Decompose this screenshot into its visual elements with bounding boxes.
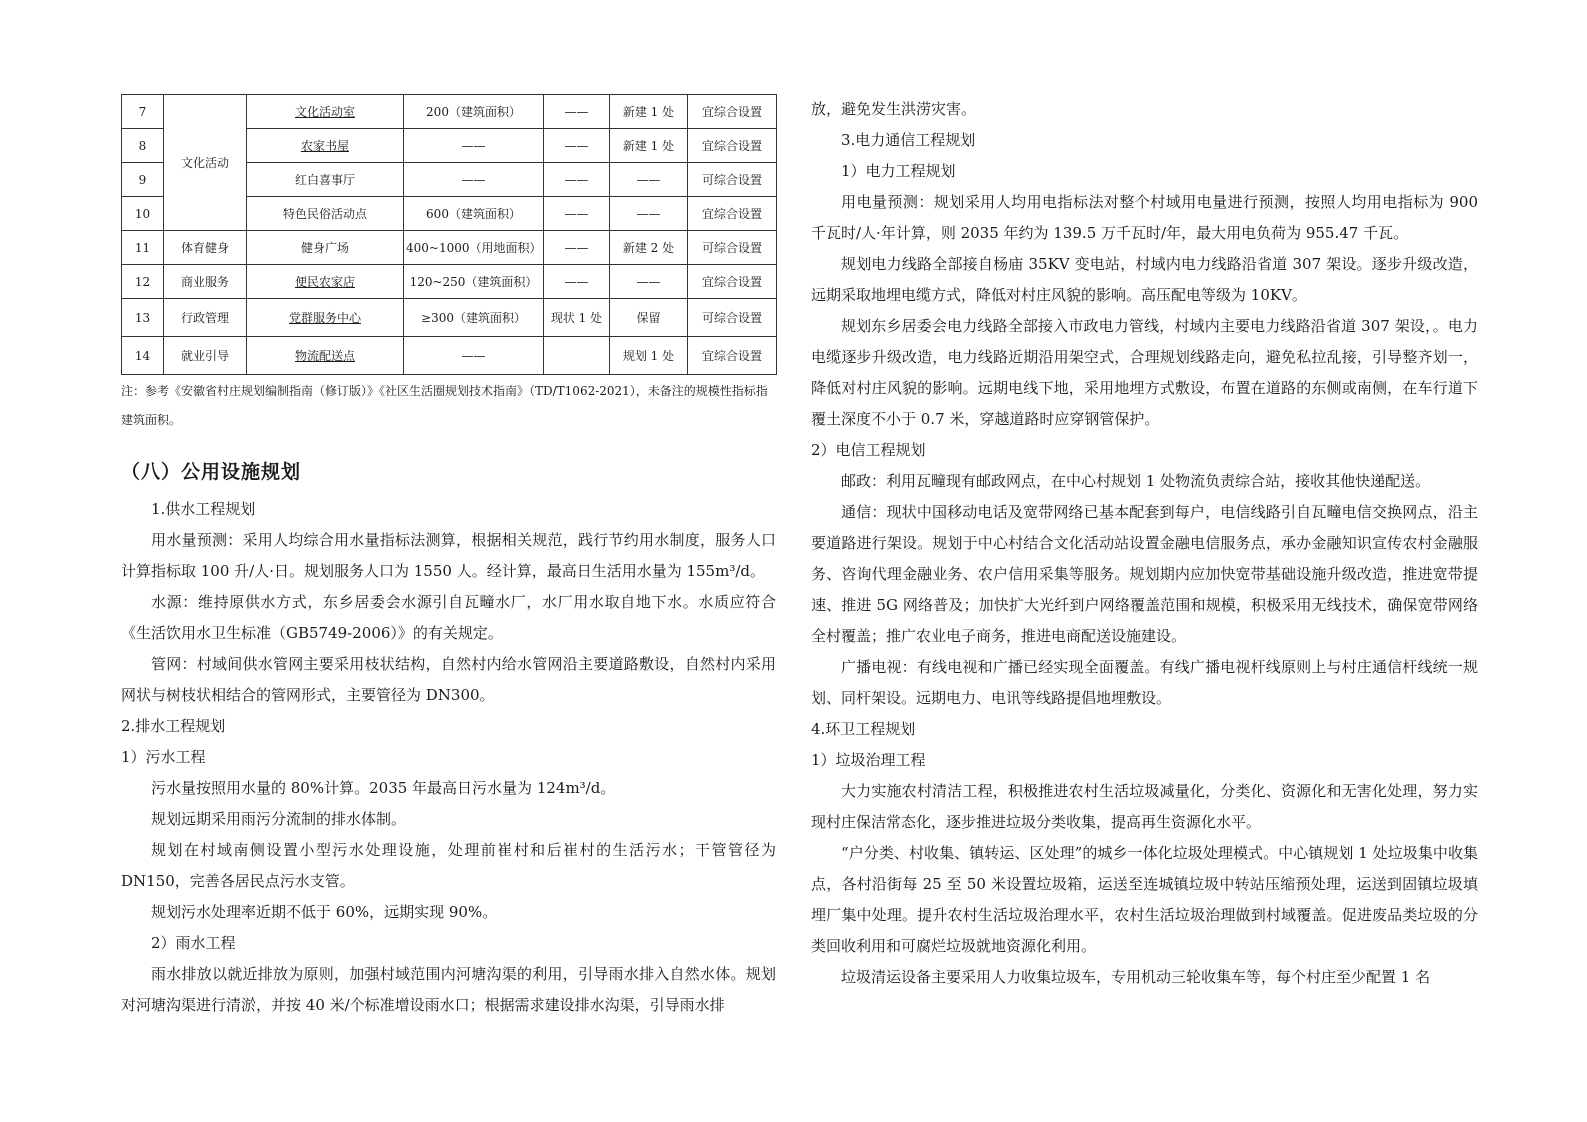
paragraph: 规划电力线路全部接自杨庙 35KV 变电站，村域内电力线路沿省道 307 架设。逐步升级改造，远期采取地埋电缆方式，降低对村庄风貌的影响。高压配电等级为 10KV。 [811, 255, 1478, 304]
paragraph: 管网：村域间供水管网主要采用枝状结构，自然村内给水管网沿主要道路敷设，自然村内采用网状与树枝状相结合的管网形式，主要管径为 DN300。 [121, 655, 776, 704]
sub-heading: 1）污水工程 [121, 748, 206, 766]
scale-cell: —— [404, 163, 544, 197]
paragraph: 规划污水处理率近期不低于 60%，远期实现 90%。 [151, 903, 498, 921]
row-number: 13 [122, 299, 164, 337]
facility-name: 文化活动室 [247, 95, 404, 129]
category-cell: 行政管理 [164, 299, 247, 337]
scale-cell: 200（建筑面积） [404, 95, 544, 129]
status-cell: —— [544, 129, 610, 163]
scale-cell: 600（建筑面积） [404, 197, 544, 231]
row-number: 12 [122, 265, 164, 299]
scale-cell: 400~1000（用地面积） [404, 231, 544, 265]
facility-name: 便民农家店 [247, 265, 404, 299]
paragraph: 放，避免发生洪涝灾害。 [811, 100, 977, 118]
facility-name: 党群服务中心 [247, 299, 404, 337]
paragraph: 垃圾清运设备主要采用人力收集垃圾车，专用机动三轮收集车等，每个村庄至少配置 1 名 [841, 968, 1431, 986]
table-row [122, 299, 777, 337]
mode-cell: 可综合设置 [688, 231, 777, 265]
mode-cell: 宜综合设置 [688, 337, 777, 375]
paragraph: 用水量预测：采用人均综合用水量指标法测算，根据相关规范，践行节约用水制度，服务人口计算指标取 100 升/人·日。规划服务人口为 1550 人。经计算，最高日生活用水量为 155m³/d。 [121, 531, 776, 580]
row-number: 7 [122, 95, 164, 129]
paragraph: 广播电视：有线电视和广播已经实现全面覆盖。有线广播电视杆线原则上与村庄通信杆线统一规划、同杆架设。远期电力、电讯等线路提倡地埋敷设。 [811, 658, 1478, 707]
status-cell: —— [544, 231, 610, 265]
plan-cell: 规划 1 处 [610, 337, 688, 375]
sub-heading: 1）垃圾治理工程 [811, 751, 926, 769]
facility-name: 红白喜事厅 [247, 163, 404, 197]
subsection-title: 1.供水工程规划 [151, 500, 256, 518]
plan-cell: 新建 1 处 [610, 95, 688, 129]
paragraph: “户分类、村收集、镇转运、区处理”的城乡一体化垃圾处理模式。中心镇规划 1 处垃圾集中收集点，各村沿街每 25 至 50 米设置垃圾箱，运送至连城镇垃圾中转站压缩预处理，运送到固镇垃圾填埋厂集中处理。提升农村生活垃圾治理水平，农村生活垃圾治理做到村域覆盖。促进废品类垃圾的分类回收利用和可腐烂垃圾就地资源化利用。 [811, 844, 1478, 955]
mode-cell: 可综合设置 [688, 163, 777, 197]
sub-heading: 2）雨水工程 [151, 934, 236, 952]
plan-cell: 保留 [610, 299, 688, 337]
table-row [122, 337, 777, 375]
mode-cell: 可综合设置 [688, 299, 777, 337]
row-number: 11 [122, 231, 164, 265]
mode-cell: 宜综合设置 [688, 129, 777, 163]
table-note: 注：参考《安徽省村庄规划编制指南（修订版）》《社区生活圈规划技术指南》（TD/T1062-2021），未备注的规模性指标指建筑面积。 [121, 384, 768, 427]
paragraph: 邮政：利用瓦疃现有邮政网点，在中心村规划 1 处物流负责综合站，接收其他快递配送。 [841, 472, 1431, 490]
category-cell: 体育健身 [164, 231, 247, 265]
paragraph: 规划远期采用雨污分流制的排水体制。 [151, 810, 407, 828]
facility-name: 特色民俗活动点 [247, 197, 404, 231]
plan-cell: —— [610, 197, 688, 231]
left-column [121, 94, 776, 1021]
subsection-title: 2.排水工程规划 [121, 717, 226, 735]
plan-cell: —— [610, 163, 688, 197]
scale-cell: —— [404, 129, 544, 163]
category-cell: 文化活动 [164, 95, 247, 231]
mode-cell: 宜综合设置 [688, 197, 777, 231]
scale-cell: 120~250（建筑面积） [404, 265, 544, 299]
status-cell: 现状 1 处 [544, 299, 610, 337]
mode-cell: 宜综合设置 [688, 95, 777, 129]
table-row [122, 95, 777, 129]
scale-cell: ≥300（建筑面积） [404, 299, 544, 337]
table-row [122, 265, 777, 299]
row-number: 9 [122, 163, 164, 197]
facility-name: 农家书屋 [247, 129, 404, 163]
sub-heading: 2）电信工程规划 [811, 441, 926, 459]
table-row [122, 231, 777, 265]
paragraph: 污水量按照用水量的 80%计算。2035 年最高日污水量为 124m³/d。 [151, 779, 616, 797]
row-number: 8 [122, 129, 164, 163]
status-cell: —— [544, 197, 610, 231]
paragraph: 大力实施农村清洁工程，积极推进农村生活垃圾减量化，分类化、资源化和无害化处理，努力实现村庄保洁常态化，逐步推进垃圾分类收集，提高再生资源化水平。 [811, 782, 1478, 831]
paragraph: 水源：维持原供水方式，东乡居委会水源引自瓦疃水厂，水厂用水取自地下水。水质应符合《生活饮用水卫生标准（GB5749-2006）》的有关规定。 [121, 593, 776, 642]
paragraph: 雨水排放以就近排放为原则，加强村域范围内河塘沟渠的利用，引导雨水排入自然水体。规划对河塘沟渠进行清淤，并按 40 米/个标准增设雨水口；根据需求建设排水沟渠，引导雨水排 [121, 965, 776, 1014]
status-cell [544, 337, 610, 375]
status-cell: —— [544, 265, 610, 299]
status-cell: —— [544, 163, 610, 197]
subsection-title: 4.环卫工程规划 [811, 720, 916, 738]
row-number: 10 [122, 197, 164, 231]
paragraph: 规划在村域南侧设置小型污水处理设施，处理前崔村和后崔村的生活污水；干管管径为 DN150，完善各居民点污水支管。 [121, 841, 776, 890]
row-number: 14 [122, 337, 164, 375]
facility-name: 健身广场 [247, 231, 404, 265]
mode-cell: 宜综合设置 [688, 265, 777, 299]
status-cell: —— [544, 95, 610, 129]
right-column [811, 94, 1478, 993]
category-cell: 就业引导 [164, 337, 247, 375]
plan-cell: —— [610, 265, 688, 299]
sub-heading: 1）电力工程规划 [841, 162, 956, 180]
facility-table [121, 94, 777, 375]
plan-cell: 新建 2 处 [610, 231, 688, 265]
scale-cell: —— [404, 337, 544, 375]
paragraph: 规划东乡居委会电力线路全部接入市政电力管线，村域内主要电力线路沿省道 307 架设，。电力电缆逐步升级改造，电力线路近期沿用架空式，合理规划线路走向，避免私拉乱接，引导整齐划一，降低对村庄风貌的影响。远期电线下地，采用地埋方式敷设，布置在道路的东侧或南侧，在车行道下覆土深度不小于 0.7 米，穿越道路时应穿钢管保护。 [811, 317, 1478, 428]
category-cell: 商业服务 [164, 265, 247, 299]
subsection-title: 3.电力通信工程规划 [841, 131, 976, 149]
plan-cell: 新建 1 处 [610, 129, 688, 163]
paragraph: 通信：现状中国移动电话及宽带网络已基本配套到每户，电信线路引自瓦疃电信交换网点，沿主要道路进行架设。规划于中心村结合文化活动站设置金融电信服务点，承办金融知识宣传农村金融服务、咨询代理金融业务、农户信用采集等服务。规划期内应加快宽带基础设施升级改造，推进宽带提速、推进 5G 网络普及；加快扩大光纤到户网络覆盖范围和规模，积极采用无线技术，确保宽带网络全村覆盖；推广农业电子商务，推进电商配送设施建设。 [811, 503, 1478, 645]
facility-name: 物流配送点 [247, 337, 404, 375]
section-title: （八）公用设施规划 [121, 461, 302, 483]
paragraph: 用电量预测：规划采用人均用电指标法对整个村域用电量进行预测，按照人均用电指标为 900 千瓦时/人·年计算，则 2035 年约为 139.5 万千瓦时/年，最大用电负荷为 955.47 千瓦。 [811, 193, 1478, 242]
